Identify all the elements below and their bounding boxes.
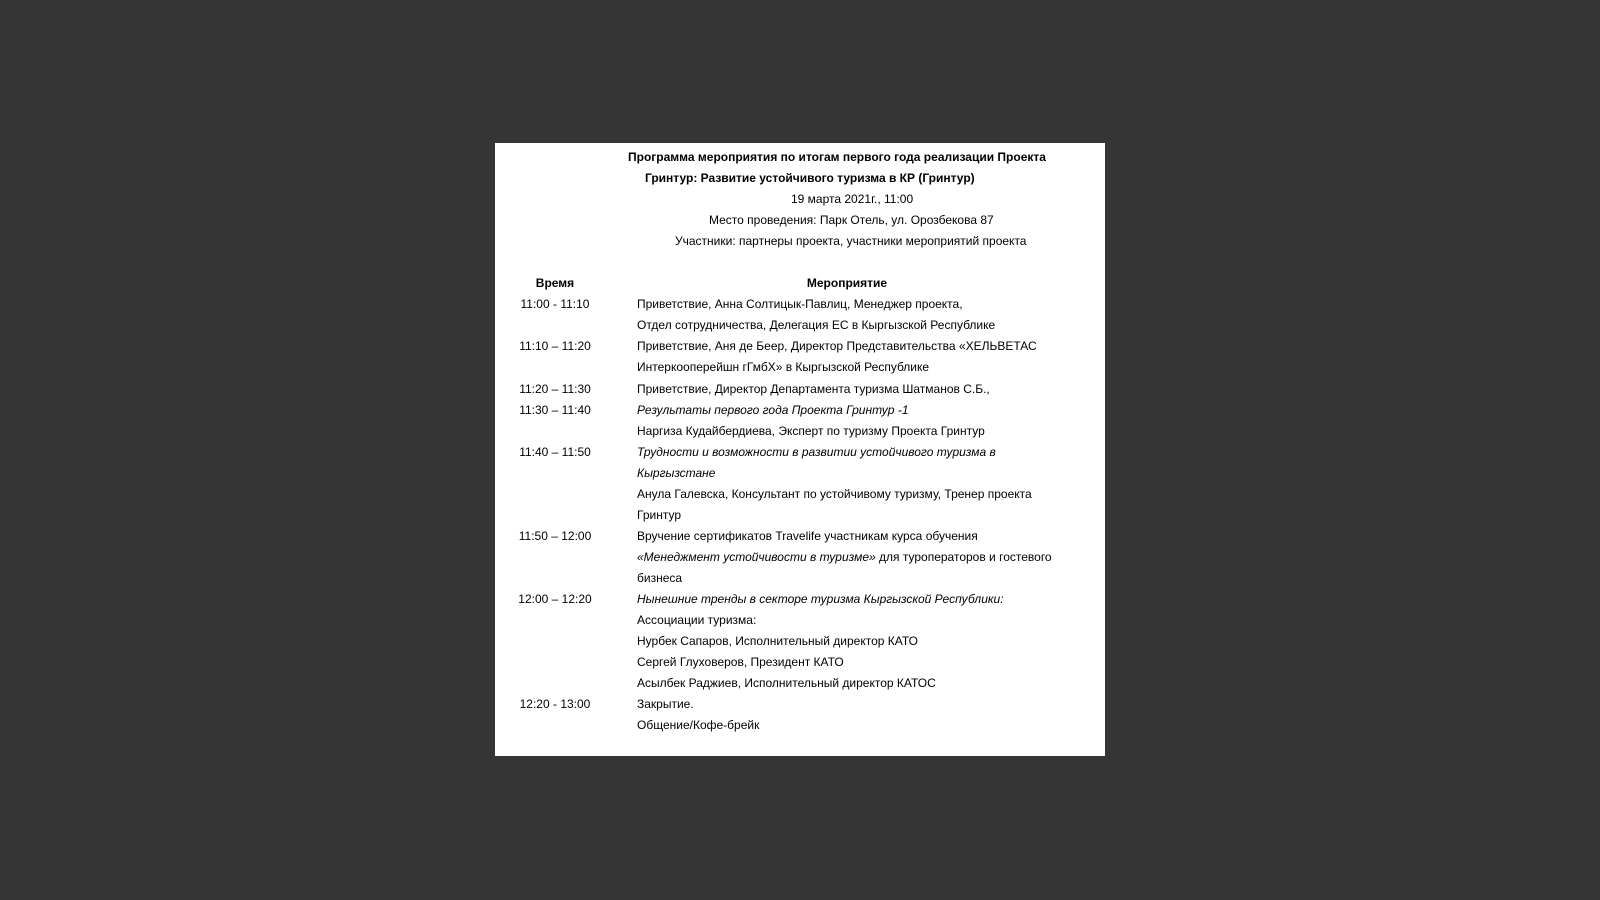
row-event-line: Гринтур bbox=[637, 508, 681, 522]
table-row bbox=[495, 294, 1105, 315]
row-event-line: Общение/Кофе-брейк bbox=[637, 718, 760, 732]
header-event: Мероприятие bbox=[806, 276, 888, 290]
table-row bbox=[495, 589, 1105, 610]
row-time: 11:10 – 11:20 bbox=[519, 339, 591, 353]
table-header-row bbox=[495, 273, 1105, 294]
row-event-line: Трудности и возможности в развитии устойчивого туризма в bbox=[637, 445, 996, 459]
table-row-continuation bbox=[495, 631, 1105, 652]
row-event-line: Анула Галевска, Консультант по устойчивому туризму, Тренер проекта bbox=[637, 487, 1032, 501]
row-time: 11:00 - 11:10 bbox=[520, 297, 590, 311]
table-row-continuation bbox=[495, 715, 1105, 736]
table-row bbox=[495, 336, 1105, 357]
row-event-line: Наргиза Кудайбердиева, Эксперт по туризму Проекта Гринтур bbox=[637, 424, 985, 438]
row-event-line: Нынешние тренды в секторе туризма Кыргызской Республики: bbox=[637, 592, 1004, 606]
title-line-2: Гринтур: Развитие устойчивого туризма в КР (Гринтур) bbox=[645, 171, 975, 185]
row-event-line: Результаты первого года Проекта Гринтур -1 bbox=[637, 403, 909, 417]
table-row-continuation bbox=[495, 505, 1105, 526]
table-row bbox=[495, 400, 1105, 421]
row-time: 11:40 – 11:50 bbox=[519, 445, 591, 459]
row-time: 12:20 - 13:00 bbox=[519, 697, 591, 711]
row-event-line: Нурбек Сапаров, Исполнительный директор КАТО bbox=[637, 634, 918, 648]
row-event-line: Приветствие, Директор Департамента туризма Шатманов С.Б., bbox=[637, 382, 990, 396]
row-event-line: бизнеса bbox=[637, 571, 683, 585]
row-time: 11:30 – 11:40 bbox=[519, 403, 591, 417]
table-row bbox=[495, 694, 1105, 715]
table-row-continuation bbox=[495, 484, 1105, 505]
row-event-line: Отдел сотрудничества, Делегация ЕС в Кыргызской Республике bbox=[637, 318, 996, 332]
table-row-continuation bbox=[495, 547, 1105, 568]
row-time: 12:00 – 12:20 bbox=[518, 592, 592, 606]
row-event-line: Вручение сертификатов Travelife участникам курса обучения bbox=[637, 529, 978, 543]
row-event-line: Сергей Глуховеров, Президент КАТО bbox=[637, 655, 844, 669]
table-row-continuation bbox=[495, 315, 1105, 336]
document-page bbox=[495, 143, 1105, 756]
row-event-line bbox=[637, 547, 1082, 568]
row-event-line: Приветствие, Аня де Беер, Директор Представительства «ХЕЛЬВЕТАС bbox=[637, 339, 1037, 353]
event-participants: Участники: партнеры проекта, участники мероприятий проекта bbox=[675, 234, 1027, 248]
row-event-line: Кыргызстане bbox=[637, 466, 716, 480]
table-row bbox=[495, 442, 1105, 463]
table-row-continuation bbox=[495, 568, 1105, 589]
row-event-line: Закрытие. bbox=[637, 697, 694, 711]
table-row-continuation bbox=[495, 673, 1105, 694]
table-row bbox=[495, 379, 1105, 400]
row-event-line: Приветствие, Анна Солтицык-Павлиц, Менеджер проекта, bbox=[637, 297, 963, 311]
row-event-line: Ассоциации туризма: bbox=[637, 613, 757, 627]
table-row bbox=[495, 526, 1105, 547]
row-event-line: Асылбек Раджиев, Исполнительный директор КАТОС bbox=[637, 676, 936, 690]
course-audience: для туроператоров и гостевого bbox=[875, 550, 1052, 564]
table-row-continuation bbox=[495, 421, 1105, 442]
title-line-1: Программа мероприятия по итогам первого года реализации Проекта bbox=[628, 150, 1046, 164]
table-row-continuation bbox=[495, 610, 1105, 631]
table-row-continuation bbox=[495, 463, 1105, 484]
row-time: 11:50 – 12:00 bbox=[518, 529, 592, 543]
course-name: «Менеджмент устойчивости в туризме» bbox=[637, 550, 876, 564]
table-row-continuation bbox=[495, 357, 1105, 378]
header-time: Время bbox=[535, 276, 575, 290]
row-time: 11:20 – 11:30 bbox=[519, 382, 591, 396]
table-row-continuation bbox=[495, 652, 1105, 673]
event-venue: Место проведения: Парк Отель, ул. Орозбекова 87 bbox=[709, 213, 994, 227]
row-event-line: Интеркооперейшн гГмбХ» в Кыргызской Республике bbox=[637, 360, 930, 374]
event-date: 19 марта 2021г., 11:00 bbox=[791, 192, 914, 206]
